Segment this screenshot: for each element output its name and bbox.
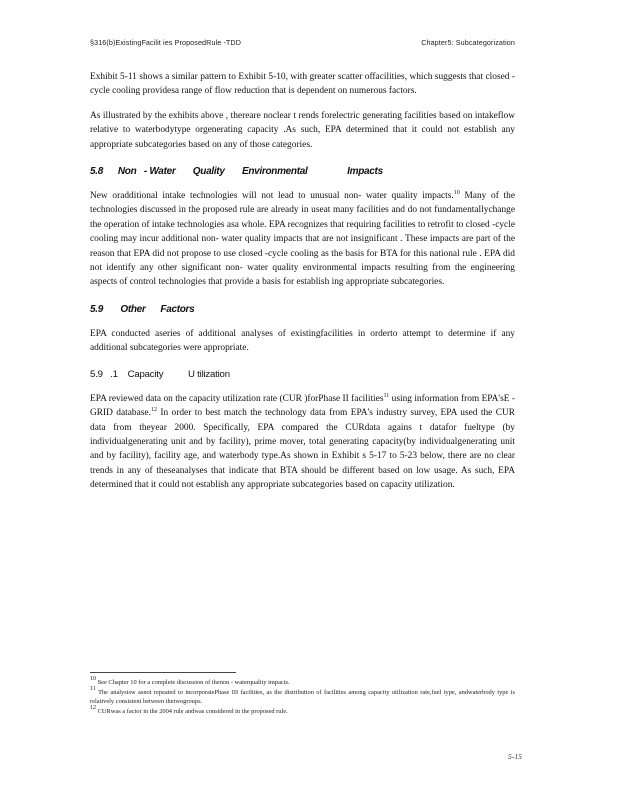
running-header: [90, 38, 515, 50]
paragraph-text: In order to best match the technology data from EPA's industry survey, EPA used the CUR data from theyear 2000. Specifically, EPA compared the CURdata agains t datafor fueltype (by individualgenerating unit and by facility), prime mover, total generating capacity(by individualgenerating unit and by facility), facility age, and waterbody type.As shown in Exhibit s 5-17 to 5-23 below, there are no clear trends in any of theseanalyses that indicate that BTA should be different based on low usage. As such, EPA determined that it could not establish any appropriate subcategories based on capacity utilization.: [90, 408, 515, 491]
footnote-11: [90, 685, 515, 707]
footnote-text: The analysisw asnot repeated to incorporatePhase III facilities, as the distribution of facilities among capacity utilization rate,fuel type, andwaterbody type is relatively consistent between thetwogroups.: [90, 688, 515, 706]
paragraph-text: using information from EPA'sE - GRID database.: [90, 393, 515, 419]
footnote-10: [90, 678, 515, 688]
paragraph-illustrated: As illustrated by the exhibits above , thereare noclear t rends forelectric generating facilities based on intakeflow relative to waterbodytype orgenerating capacity .As such, EPA determined that it could not establish any appropriate subcategories based on any of those categories.: [90, 110, 515, 150]
footnote-divider: [90, 672, 236, 673]
body-text: [90, 70, 515, 503]
footnote-ref-10: 10: [453, 190, 460, 197]
section-heading-5-9: 5.9 Other Factors: [90, 303, 195, 315]
page-number: 5-15: [508, 752, 522, 761]
footnote-mark: 12: [90, 704, 96, 711]
footnote-12: [90, 704, 515, 717]
paragraph-other-factors: EPA conducted aseries of additional analyses of existingfacilities in orderto attempt to determine if any additional subcategories were appropriate.: [90, 328, 515, 354]
paragraph-exhibit-5-11: Exhibit 5-11 shows a similar pattern to Exhibit 5-10, with greater scatter offacilities, which suggests that closed -cycle cooling providesa range of flow reduction that is dependent on numerous factors.: [90, 72, 515, 97]
footnote-mark: 11: [90, 685, 96, 692]
footnote-ref-11: 11: [383, 392, 390, 399]
paragraph-text: EPA reviewed data on the capacity utilization rate (CUR )forPhase II facilities: [90, 393, 384, 404]
section-heading-5-8: 5.8 Non - Water Quality Environmental Impacts: [90, 166, 383, 178]
paragraph-capacity-utilization: [90, 392, 515, 493]
footnote-ref-12: 12: [150, 407, 157, 414]
footnote-text: See Chapter 10 for a complete discussion of thenon - waterquality impacts.: [97, 679, 290, 686]
footnotes: [90, 678, 515, 716]
subsection-heading-5-9-1: 5.9 .1 Capacity U tilization: [90, 368, 230, 380]
header-title: §316(b)ExistingFacilit ies ProposedRule -TDD: [90, 38, 242, 47]
footnote-text: CURwas a factor in the 2004 rule andwas considered in the proposed rule.: [97, 707, 288, 715]
footnote-mark: 10: [90, 676, 96, 682]
paragraph-text: New oradditional intake technologies will not lead to unusual non- water quality impacts.: [90, 191, 454, 202]
header-chapter: Chapter5: Subcategorization: [421, 38, 515, 47]
paragraph-text: Many of the technologies discussed in the proposed rule are already in useat many facilities and do not fundamentallychange the operation of intake technologies asa whole. EPA recognizes that requiring facilities to retrofit to closed -cycle cooling may incur additional non- water quality impacts that are not insignificant . These impacts are part of the reason that EPA did not propose to use closed -cycle cooling as the basis for BTA for this national rule . EPA did not identify any other significant non- water quality environmental impacts resulting from the engineering aspects of control technologies that provide a basis for establish ing appropriate subcategories.: [90, 191, 515, 288]
paragraph-non-water-quality: [90, 189, 515, 290]
